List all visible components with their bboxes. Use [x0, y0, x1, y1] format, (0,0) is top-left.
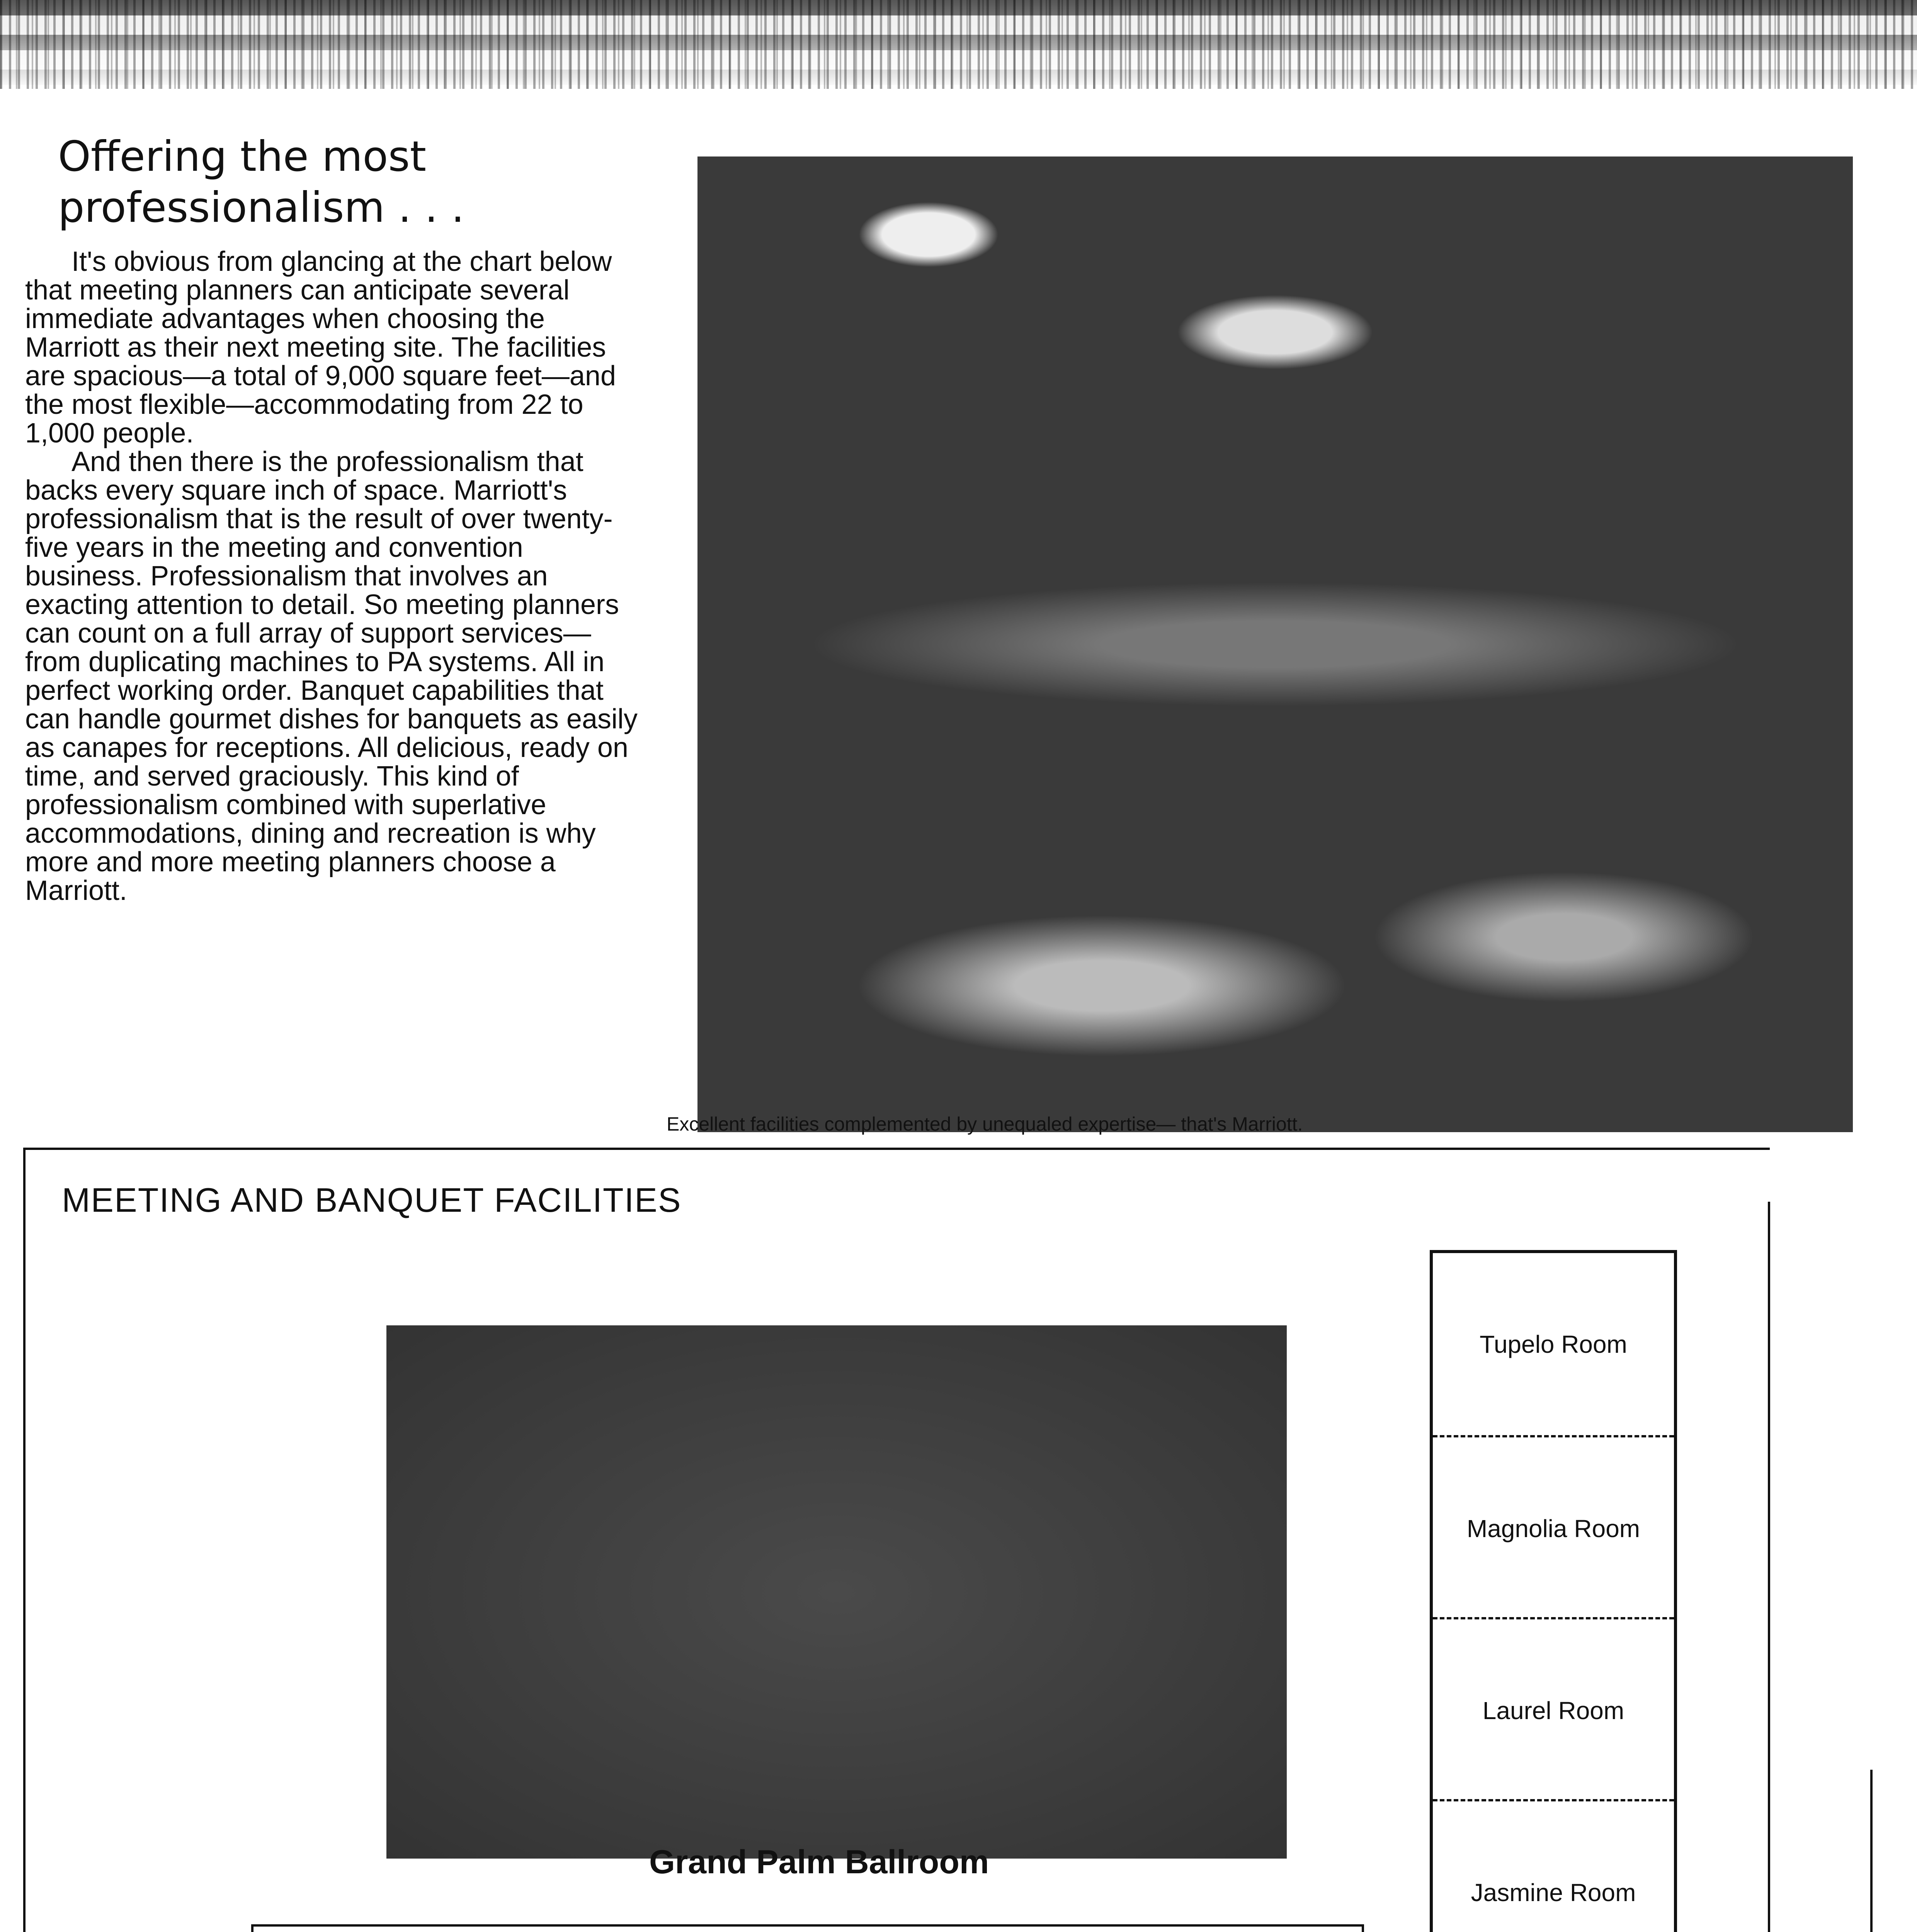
room-tupelo: Tupelo Room [1480, 1330, 1627, 1358]
grand-palm-ballroom-plan [386, 1325, 1287, 1859]
intro-paragraph-2: And then there is the professionalism that backs every square inch of space. Marriott's professionalism that is the result of over twenty-five years in the meeting and convention business. Professionalism that involves an exacting attention to detail. So meeting planners can count on a full array of support services— from duplicating machines to PA systems. All in perfect working order. Banquet capabilities that can handle gourmet dishes for banquets as easily as canapes for receptions. All delicious, ready on time, and served graciously. This kind of professionalism combined with superlative accommodations, dining and recreation is why more and more meeting planners choose a Marriott. [25, 446, 638, 906]
junior-ballroom-plan [1430, 1250, 1677, 1932]
facilities-title: MEETING AND BANQUET FACILITIES [62, 1181, 682, 1219]
room-magnolia: Magnolia Room [1433, 1435, 1674, 1619]
banquet-hall-photo [697, 156, 1853, 1132]
headline: Offering the most professionalism . . . [58, 133, 464, 232]
room-jasmine: Jasmine Room [1433, 1799, 1674, 1932]
right-margin-line [1870, 1770, 1873, 1932]
section-rule-top [23, 1148, 1770, 1150]
section-rule-right [1768, 1202, 1770, 1932]
grand-palm-ballroom-label: Grand Palm Ballroom [649, 1844, 989, 1881]
room-laurel: Laurel Room [1433, 1617, 1674, 1801]
facilities-table [251, 1924, 1364, 1932]
intro-text [25, 247, 640, 905]
scan-noise-band [0, 0, 1917, 89]
table-header [253, 1927, 1362, 1932]
intro-paragraph-1: It's obvious from glancing at the chart below that meeting planners can anticipate several immediate advantages when choosing the Marriott as their next meeting site. The facilities are spacious—a total of 9,000 square feet—and the most flexible—accommodating from 22 to 1,000 people. [25, 246, 616, 449]
section-rule-left [23, 1148, 26, 1932]
photo-caption: Excellent facilities complemented by unequaled expertise— that's Marriott. [667, 1113, 1303, 1135]
